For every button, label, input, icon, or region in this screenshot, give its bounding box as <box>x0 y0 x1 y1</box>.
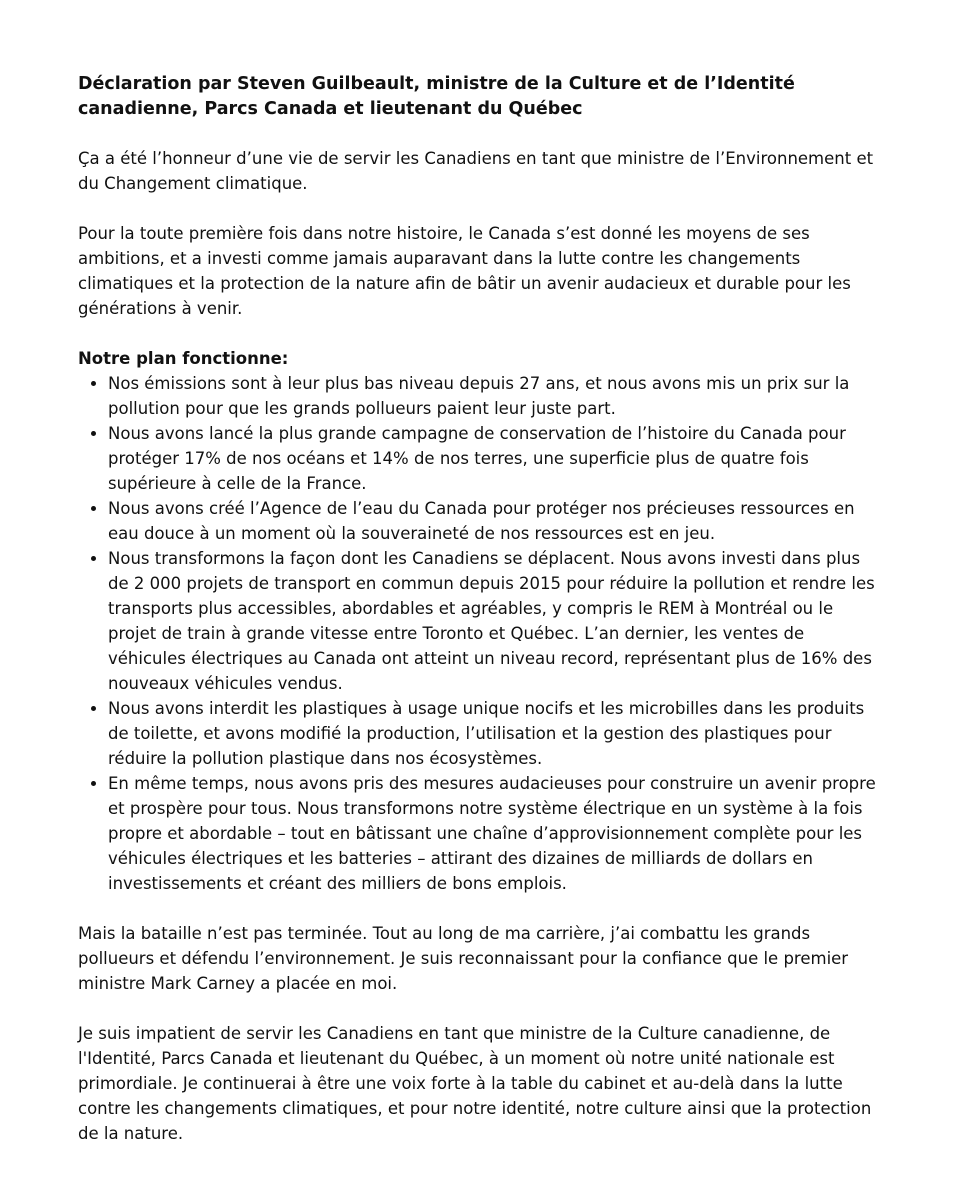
list-item: • Nous avons interdit les plastiques à usage unique nocifs et les microbilles dans les produits de toilette, et avons modifié la production, l’utilisation et la gestion des plastiques pour réduire la pollution plastique dans nos écosystèmes. <box>108 696 882 771</box>
ambitions-paragraph: Pour la toute première fois dans notre histoire, le Canada s’est donné les moyens de ses ambitions, et a investi comme jamais auparavant dans la lutte contre les changements climatiques et la protection de la nature afin de bâtir un avenir audacieux et durable pour les générations à venir. <box>78 224 851 318</box>
intro-paragraph: Ça a été l’honneur d’une vie de servir les Canadiens en tant que ministre de l’Environnement et du Changement climatique. <box>78 149 874 193</box>
battle-paragraph: Mais la bataille n’est pas terminée. Tout au long de ma carrière, j’ai combattu les grands pollueurs et défendu l’environnement. Je suis reconnaissant pour la confiance que le premier ministre Mark Carney a placée en moi. <box>78 924 849 993</box>
list-item: • Nous avons lancé la plus grande campagne de conservation de l’histoire du Canada pour protéger 17% de nos océans et 14% de nos terres, une superficie plus de quatre fois supérieure à celle de la France. <box>108 421 882 496</box>
list-item: • Nos émissions sont à leur plus bas niveau depuis 27 ans, et nous avons mis un prix sur la pollution pour que les grands pollueurs paient leur juste part. <box>108 371 882 421</box>
closing-paragraph: Je suis impatient de servir les Canadiens en tant que ministre de la Culture canadienne, de l'Identité, Parcs Canada et lieutenant du Québec, à un moment où notre unité nationale est primordiale. Je continuerai à être une voix forte à la table du cabinet et au-delà dans la lutte contre les changements climatiques, et pour notre identité, notre culture ainsi que la protection de la nature. <box>78 1024 872 1143</box>
plan-heading: Notre plan fonctionne: <box>78 349 289 368</box>
statement-title: Déclaration par Steven Guilbeault, ministre de la Culture et de l’Identité canadienne, Parcs Canada et lieutenant du Québec <box>78 74 795 119</box>
list-item: • Nous transformons la façon dont les Canadiens se déplacent. Nous avons investi dans plus de 2 000 projets de transport en commun depuis 2015 pour réduire la pollution et rendre les transports plus accessibles, abordables et agréables, y compris le REM à Montréal ou le projet de train à grande vitesse entre Toronto et Québec. L’an dernier, les ventes de véhicules électriques au Canada ont atteint un niveau record, représentant plus de 16% des nouveaux véhicules vendus. <box>108 546 882 696</box>
list-item: • Nous avons créé l’Agence de l’eau du Canada pour protéger nos précieuses ressources en eau douce à un moment où la souveraineté de nos ressources est en jeu. <box>108 496 882 546</box>
plan-list <box>78 371 882 896</box>
list-item: • En même temps, nous avons pris des mesures audacieuses pour construire un avenir propre et prospère pour tous. Nous transformons notre système électrique en un système à la fois propre et abordable – tout en bâtissant une chaîne d’approvisionnement complète pour les véhicules électriques et les batteries – attirant des dizaines de milliards de dollars en investissements et créant des milliers de bons emplois. <box>108 771 882 896</box>
